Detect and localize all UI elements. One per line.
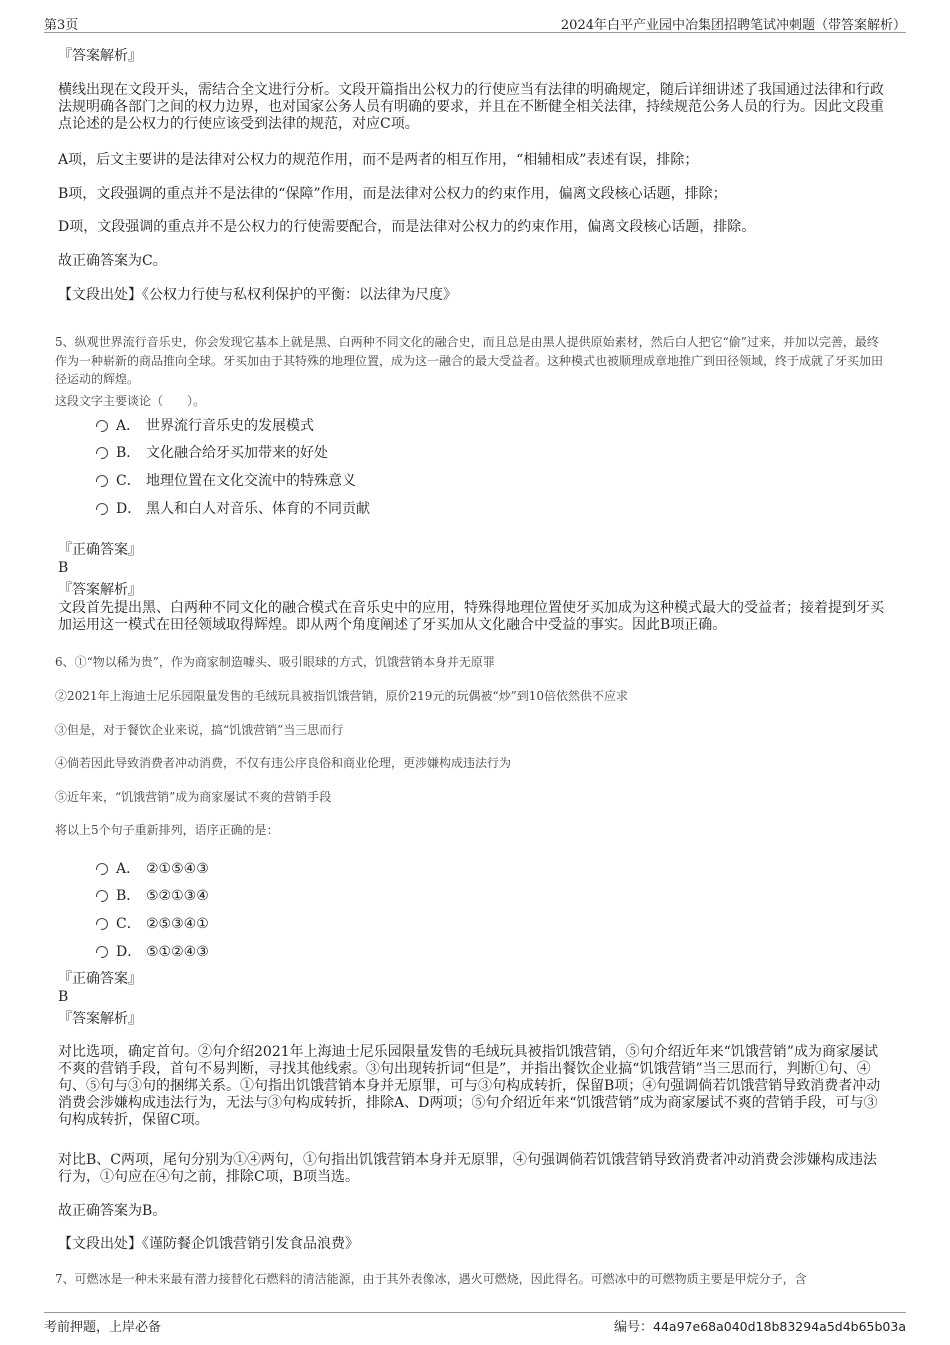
code-value: 44a97e68a040d18b83294a5d4b65b03a [653, 1319, 906, 1334]
q6-option-d[interactable] [96, 941, 209, 961]
q6-option-a[interactable] [96, 858, 209, 878]
q6-option-b[interactable] [96, 885, 209, 905]
option-letter: B． [116, 445, 141, 461]
q6-correct-answer: B [58, 989, 69, 1005]
q5-question: 这段文字主要谈论（ ）。 [55, 394, 206, 408]
q5-option-a[interactable] [96, 415, 314, 435]
page-number: 第3页 [44, 18, 79, 33]
q6-question: 将以上5个句子重新排列，语序正确的是： [55, 823, 279, 837]
q6-correct-label: 『正确答案』 [58, 971, 142, 987]
q5-analysis: 文段首先提出黑、白两种不同文化的融合模式在音乐史中的应用，特殊得地理位置使牙买加成为这种模式最大的受益者；接着提到牙买加运用这一模式在田径领域取得辉煌。即从两个角度阐述了牙买加从文化融合中受益的事实。因此B项正确。 [58, 600, 884, 633]
option-letter: D． [116, 944, 142, 960]
q4-conclusion: 故正确答案为C。 [58, 253, 167, 269]
option-text: ⑤②①③④ [146, 888, 209, 904]
q4-analysis-paragraph: 横线出现在文段开头，需结合全文进行分析。文段开篇指出公权力的行使应当有法律的明确规定，随后详细讲述了我国通过法律和行政法规明确各部门之间的权力边界，也对国家公务人员有明确的要求，并且在不断健全相关法律，持续规范公务人员的行为。因此文段重点论述的是公权力的行使应该受到法律的规范，对应C项。 [58, 82, 884, 132]
q6-sentence-5: ⑤近年来，“饥饿营销”成为商家屡试不爽的营销手段 [55, 790, 332, 804]
q6-source: 【文段出处】《谨防餐企饥饿营销引发食品浪费》 [58, 1236, 359, 1252]
radio-icon[interactable] [96, 475, 108, 487]
option-text: 世界流行音乐史的发展模式 [146, 418, 314, 434]
q6-option-c[interactable] [96, 913, 209, 933]
q6-sentence-4: ④倘若因此导致消费者冲动消费，不仅有违公序良俗和商业伦理，更涉嫌构成违法行为 [55, 756, 512, 770]
q5-option-d[interactable] [96, 498, 370, 518]
radio-icon[interactable] [96, 890, 108, 902]
q5-stem: 5、纵观世界流行音乐史，你会发现它基本上就是黑、白两种不同文化的融合史，而且总是由黑人提供原始素材，然后白人把它“偷”过来，并加以完善，最终作为一种崭新的商品推向全球。牙买加由于其特殊的地理位置，成为这一融合的最大受益者。这种模式也被顺理成章地推广到田径领域，终于成就了牙买加田径运动的辉煌。 [55, 335, 884, 386]
q5-option-c[interactable] [96, 470, 356, 490]
option-text: 地理位置在文化交流中的特殊意义 [146, 473, 356, 489]
document-code [614, 1316, 906, 1335]
q6-analysis-paragraph-1: 对比选项，确定首句。②句介绍2021年上海迪士尼乐园限量发售的毛绒玩具被指饥饿营销，⑤句介绍近年来“饥饿营销”成为商家屡试不爽的营销手段，首句不易判断，寻找其他线索。③句出现转折词“但是”，并指出餐饮企业搞“饥饿营销”当三思而行，判断①句、④句、⑤句与③句的捆绑关系。①句指出饥饿营销本身并无原罪，可与③句构成转折，保留B项；④句强调倘若饥饿营销导致消费者冲动消费会涉嫌构成违法行为，无法与③句构成转折，排除A、D两项；⑤句介绍近年来“饥饿营销”成为商家屡试不爽的营销手段，可与③句构成转折，保留C项。 [58, 1044, 881, 1128]
radio-icon[interactable] [96, 447, 108, 459]
q6-conclusion: 故正确答案为B。 [58, 1203, 167, 1219]
q7-stem: 7、可燃冰是一种未来最有潜力接替化石燃料的清洁能源，由于其外表像冰，遇火可燃烧，因此得名。可燃冰中的可燃物质主要是甲烷分子，含 [55, 1272, 807, 1286]
option-text: ⑤①②④③ [146, 944, 209, 960]
radio-icon[interactable] [96, 503, 108, 515]
q5-analysis-label: 『答案解析』 [58, 582, 142, 598]
radio-icon[interactable] [96, 918, 108, 930]
q5-correct-label: 『正确答案』 [58, 542, 142, 558]
radio-icon[interactable] [96, 420, 108, 432]
q4-option-a-analysis: A项，后文主要讲的是法律对公权力的规范作用，而不是两者的相互作用，“相辅相成”表述有误，排除； [58, 152, 699, 168]
option-text: ②⑤③④① [146, 916, 209, 932]
option-text: ②①⑤④③ [146, 861, 209, 877]
q6-sentence-2: ②2021年上海迪士尼乐园限量发售的毛绒玩具被指饥饿营销，原价219元的玩偶被“炒”到10倍依然供不应求 [55, 689, 628, 703]
document-title: 2024年白平产业园中冶集团招聘笔试冲刺题（带答案解析） [560, 18, 906, 33]
radio-icon[interactable] [96, 946, 108, 958]
q6-sentence-3: ③但是，对于餐饮企业来说，搞“饥饿营销”当三思而行 [55, 723, 344, 737]
q6-sentence-1: 6、①“物以稀为贵”，作为商家制造噱头、吸引眼球的方式，饥饿营销本身并无原罪 [55, 655, 495, 669]
option-letter: C． [116, 916, 141, 932]
q5-option-b[interactable] [96, 442, 328, 462]
option-text: 文化融合给牙买加带来的好处 [146, 445, 328, 461]
option-text: 黑人和白人对音乐、体育的不同贡献 [146, 501, 370, 517]
q4-option-b-analysis: B项，文段强调的重点并不是法律的“保障”作用，而是法律对公权力的约束作用，偏离文段核心话题，排除； [58, 186, 727, 202]
radio-icon[interactable] [96, 863, 108, 875]
code-label: 编号： [614, 1320, 654, 1335]
q6-analysis-label: 『答案解析』 [58, 1011, 142, 1027]
option-letter: B． [116, 888, 141, 904]
footer-slogan: 考前押题，上岸必备 [44, 1320, 162, 1335]
q4-option-d-analysis: D项，文段强调的重点并不是公权力的行使需要配合，而是法律对公权力的约束作用，偏离文段核心话题，排除。 [58, 219, 756, 235]
q4-source: 【文段出处】《公权力行使与私权利保护的平衡：以法律为尺度》 [58, 287, 457, 303]
option-letter: A． [116, 418, 141, 434]
option-letter: A． [116, 861, 141, 877]
q5-correct-answer: B [58, 560, 69, 576]
option-letter: C． [116, 473, 141, 489]
q6-analysis-paragraph-2: 对比B、C两项，尾句分别为①④两句，①句指出饥饿营销本身并无原罪，④句强调倘若饥饿营销导致消费者冲动消费会涉嫌构成违法行为，①句应在④句之前，排除C项，B项当选。 [58, 1152, 877, 1185]
page-footer [44, 1312, 906, 1333]
option-letter: D． [116, 501, 142, 517]
page-header [44, 12, 906, 33]
q4-analysis-label: 『答案解析』 [58, 48, 142, 64]
